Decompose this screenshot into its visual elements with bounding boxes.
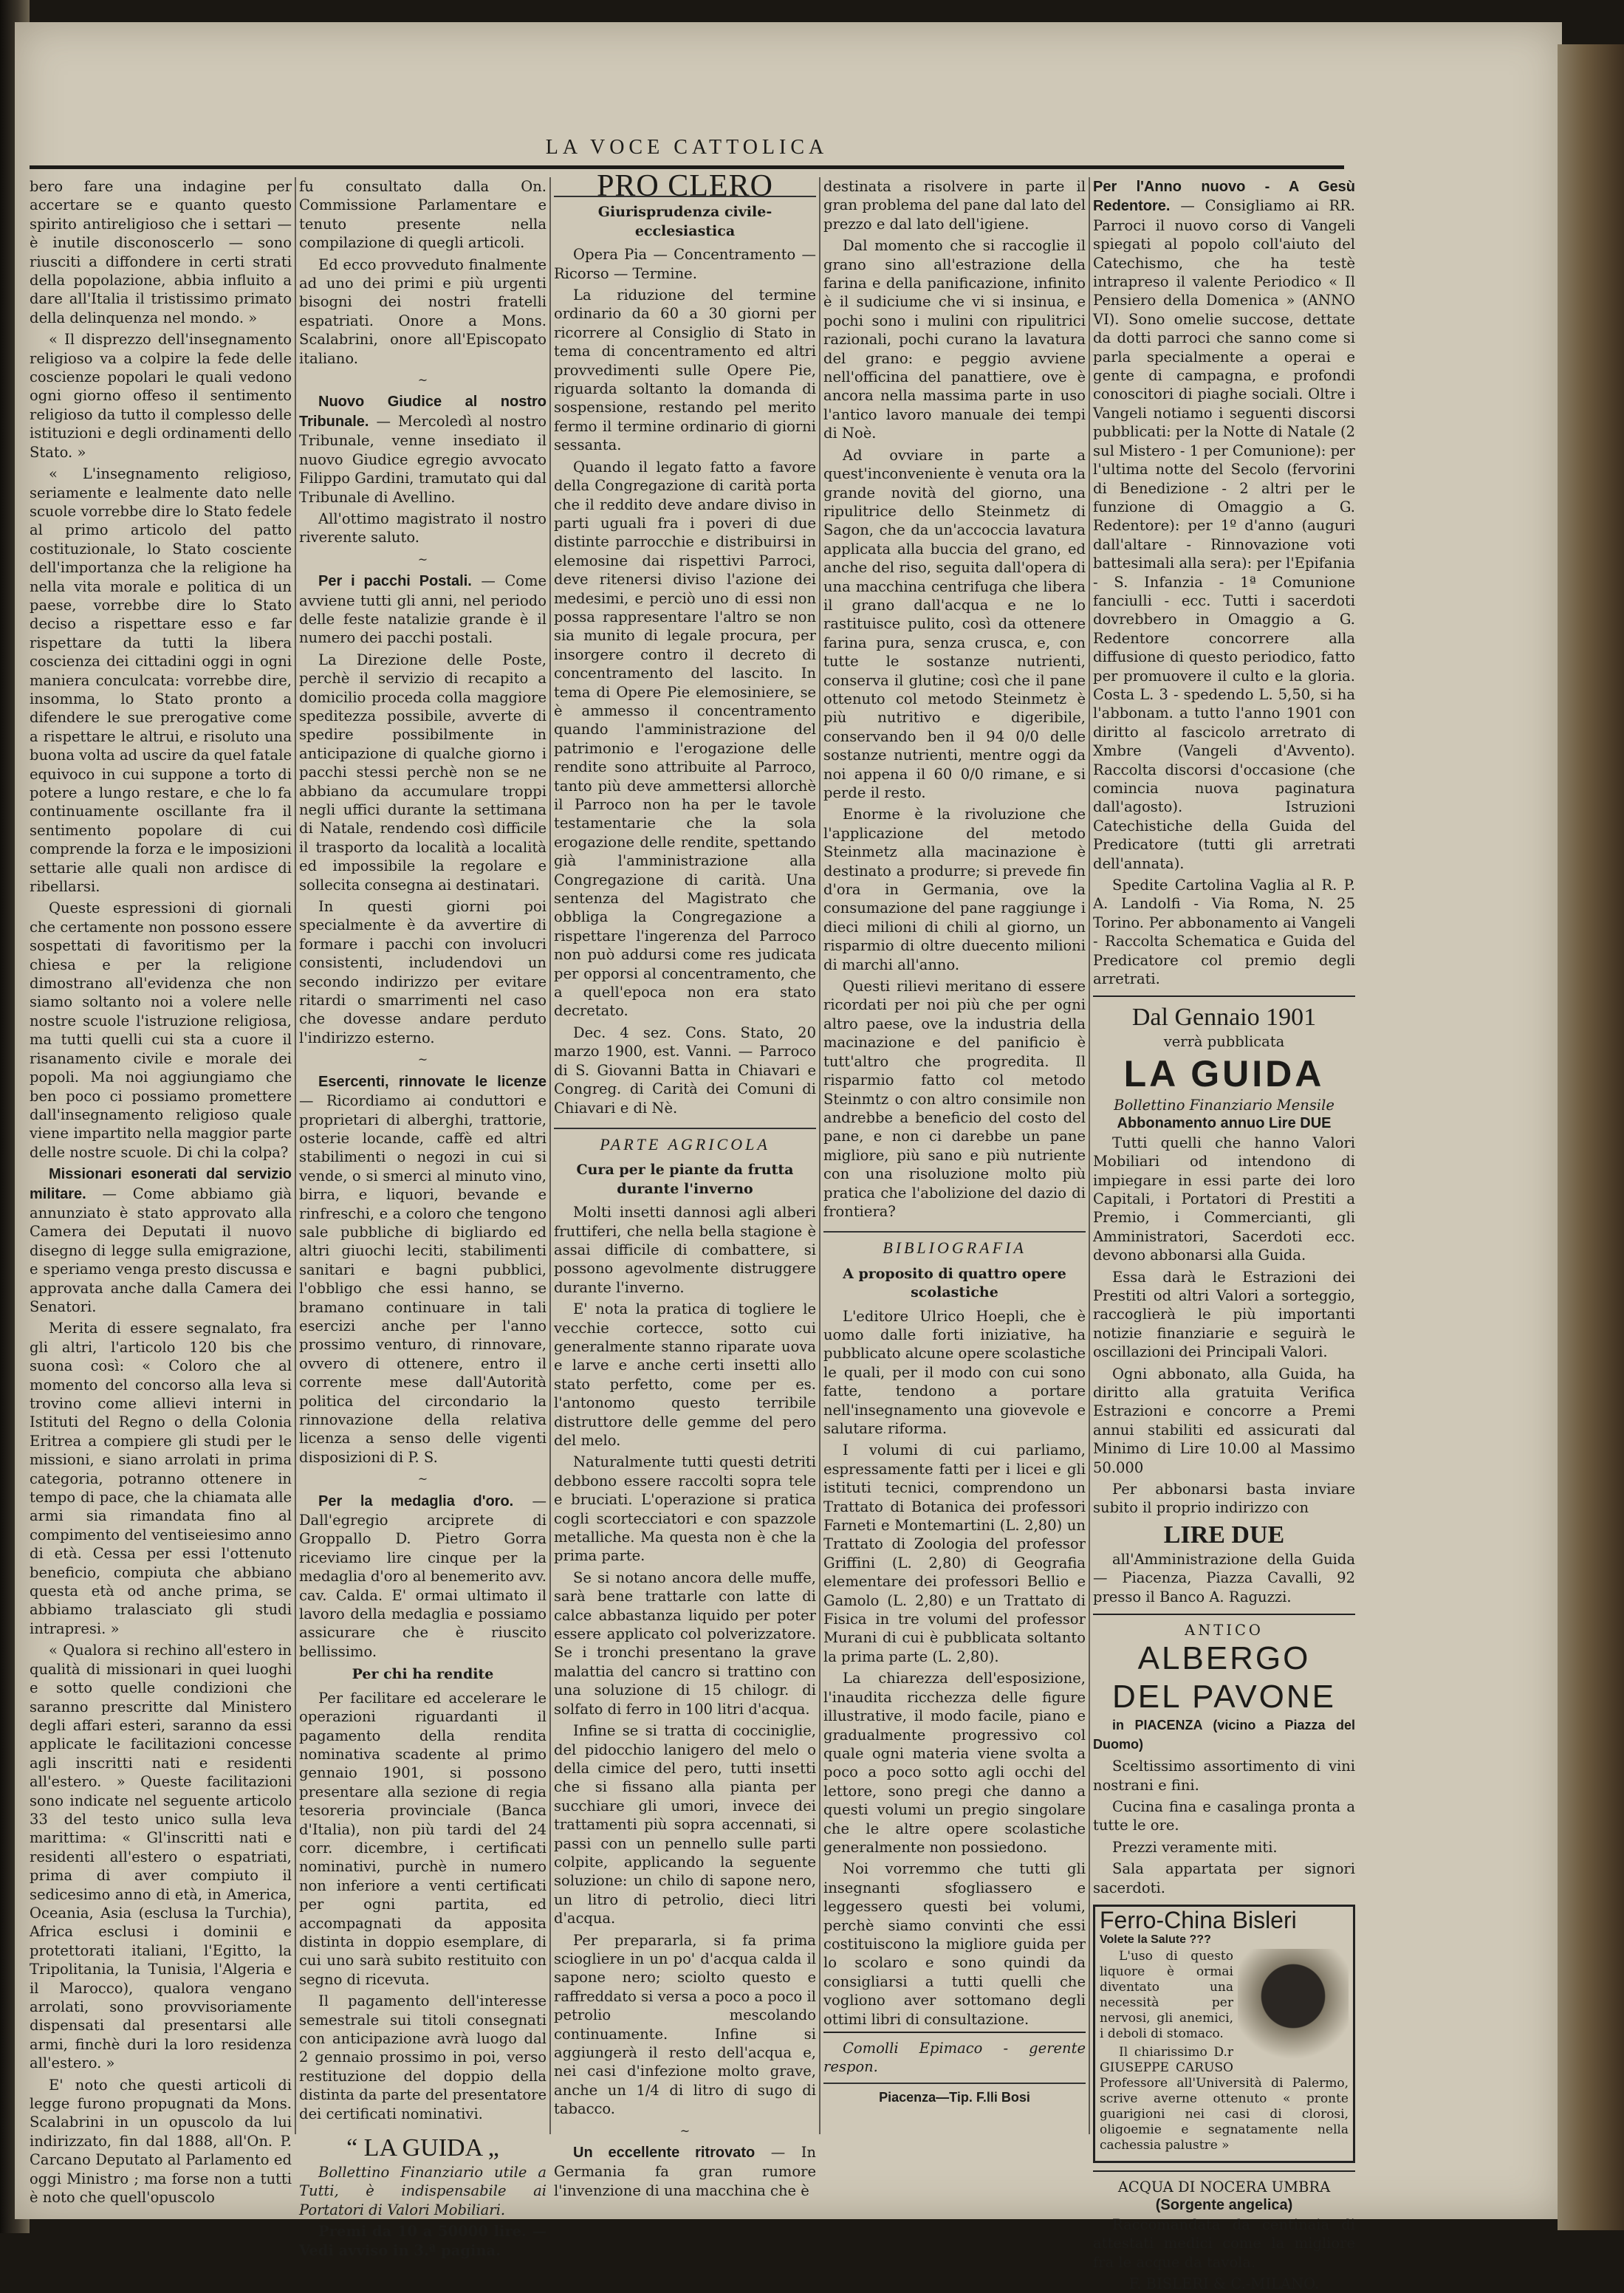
paragraph: Naturalmente tutti questi detriti debbono essere raccolti sopra tele e bruciati. L'operazione si pratica cogli scortecciatori e con spazzole metalliche. Ma questa non è che la prima parte. [554, 1453, 816, 1565]
ad-subtitle: (Sorgente angelica) [1155, 2197, 1293, 2214]
section-subtitle: Giurisprudenza civile-ecclesiastica [597, 204, 772, 239]
paragraph: « Il disprezzo dell'insegnamento religioso va a colpire la fede delle coscienze popolari le quali vedono ogni giorno offeso il sentimento religioso da tutto il complesso delle istituzioni e degli ordinamenti dello Stato. » [30, 331, 292, 461]
column-4 [823, 177, 1086, 2186]
column-1 [30, 177, 292, 2207]
paragraph: La Direzione delle Poste, perchè il servizio di recapito a domicilio proceda colla maggiore speditezza possibile, avverte di spedire possibilmente in anticipazione di qualche giorno i pacchi stessi perchè non se ne abbiano da accumulare troppi negli uffici durante la settimana di Natale, rendendo così difficile il trasporto da località a località ed impossibile la regolare e sollecita consegna ai destinatari. [299, 651, 547, 894]
ad-lire-due: LIRE DUE [1163, 1521, 1285, 1549]
ferro-china-ad [1093, 1905, 1355, 2163]
article-heading: Per l'Anno nuovo - A Gesù Redentore. [1093, 179, 1355, 215]
ad-slogan: Volete la Salute ??? [1100, 1933, 1211, 1946]
article-heading: Esercenti, rinnovate le licenze [318, 1073, 547, 1090]
column-divider [295, 177, 296, 2134]
paragraph: fu consultato dalla On. Commissione Parlamentare e tenuto presente nella compilazione di quegli articoli. [299, 178, 547, 252]
paragraph: Queste espressioni di giornali che certamente non possono essere sospettati di favoritismo per la chiesa e per la religione dimostrano all'evidenza che non siamo soltanto noi a volere nelle nostre scuole l'istruzione religiosa, ma tutti quelli cui sta a cuore il risanamento civile e morale dei popoli. Ma noi aggiungiamo che ben poco ci possiamo promettere dall'insegnamento religioso quale viene impartito nella maggior parte delle nostre scuole. Di chi la colpa? [30, 899, 292, 1161]
separator: ~ [417, 1052, 428, 1067]
paragraph: Merita di essere segnalato, fra gli altri, l'articolo 120 bis che suona così: « Coloro che al momento del concorso alla leva si trovino come allievi interni in Istituti del Regno o della Colonia Eritrea a compiere gli studi per le missioni, e siano arrolati in prima categoria, potranno ottenere in tempo di pace, che la chiamata alle armi sia rimandata fino al compimento del ventiseiesimo anno di età. Cessa per essi l'ottenuto beneficio, compiuta che abbiano questa età od anche prima, se abbiamo tralasciato gli studi intrapresi. » [30, 1320, 292, 1637]
article-heading: Per la medaglia d'oro. [318, 1492, 514, 1509]
ad-title: Ferro-China Bisleri [1100, 1907, 1297, 1934]
paragraph: Ogni abbonato, alla Guida, ha diritto alla gratuita Verifica Estrazioni e concorre a Premi annui stabiliti ed assicurati dal Minimo di Lire 10.00 al Massimo 50.000 [1093, 1365, 1355, 1476]
paragraph: Noi vorremmo che tutti gli insegnanti sfogliassero e leggessero questi bei volumi, perchè siamo convinti che essi costituiscono la migliore guida per lo scolaro e sono quindi da consigliarsi a tutti quelli che vogliono aver sottomano degli ottimi libri di consultazione. [823, 1860, 1086, 2028]
paragraph: destinata a risolvere in parte il gran problema del pane dal lato del prezzo e dal lato dell'igiene. [823, 178, 1086, 233]
ad-antico: ANTICO [1185, 1622, 1264, 1639]
paragraph: — In Germania fa gran rumore l'invenzione di una macchina che è [554, 2144, 816, 2199]
paragraph: — Come abbiamo già annunziato è stato approvato alla Camera dei Deputati il nuovo disegno di legge sulla emigrazione, e speriamo venga presto discussa e approvata anche dalla Camera dei Senatori. [30, 1185, 292, 1315]
ad-title: “ LA GUIDA „ [346, 2134, 499, 2162]
separator: ~ [417, 373, 428, 388]
ad-company: F. BISLERI & C.-MILANO. [1128, 2275, 1320, 2292]
paragraph: Cucina fina e casalinga pronta a tutte le ore. [1093, 1798, 1355, 1834]
article-heading: Per chi ha rendite [352, 1666, 494, 1683]
guida-ad [1093, 995, 1355, 1606]
column-divider [819, 177, 820, 2134]
paragraph: Ad ovviare in parte a quest'inconveniente è venuta ora la grande novità del giorno, una ripulitrice dello Steinmetz di Sagon, che da un'accoccia lavatura applicata alla buccia del grano, ed anche del riso, seguita dall'opera di una macchina centrifuga che libera il grano dall'acqua e ne lo rastituisce pulito, così da ottenere farina pura, senza crusca, e, con tutte le sostanze nutrienti, conserva il glutine; così che il pane ottenuto col metodo Steinmetz è più nutritivo e digeribile, conservando ben il 94 0/0 delle sostanze nutrienti, mentre oggi da noi appena il 60 0/0 rimane, e si perde il resto. [823, 446, 1086, 801]
paragraph: — Dall'egregio arciprete di Groppallo D. Pietro Gorra riceviamo lire cinque per la medaglia d'oro al benemerito avv. cav. Calda. E' ormai ultimato il lavoro della medaglia e possiamo assicurare che è riuscito bellissimo. [299, 1492, 547, 1660]
ad-subscription: Abbonamento annuo Lire DUE [1117, 1115, 1332, 1132]
paragraph: Il pagamento dell'interesse semestrale sui titoli consegnati con anticipazione avrà luogo dal 2 gennaio prossimo in poi, verso restituzione del doppio della distinta da parte del presentatore dei certificati nominativi. [299, 1992, 547, 2122]
paragraph: Per abbonarsi basta inviare subito il proprio indirizzo con [1093, 1481, 1355, 1517]
section-title: PRO CLERO [554, 177, 816, 197]
paragraph: « Qualora si rechino all'estero in qualità di missionari in quei luoghi e sotto quelle condizioni che saranno prescritte dal Ministero degli affari esteri, saranno da essi applicate le facilitazioni concesse agli inscritti nati e residenti all'estero. » Queste facilitazioni sono indicate nel seguente articolo 33 del testo unico sulla leva marittima: « Gl'inscritti nati e residenti all'estero o espatriati, prima di aver compiuto il sedicesimo anno di età, in America, Oceania, Asia (esclusa la Turchia), Africa esclusi i dominii e protettorati italiani, l'Egitto, la Tripolitania, la Tunisia, l'Algeria e il Marocco), qualora vengano arrolati, sono provvisoriamente dispensati dal presentarsi alle armi, finchè duri la loro residenza all'estero. » [30, 1642, 292, 2072]
paragraph: E' noto che questi articoli di legge furono propugnati da Mons. Scalabrini in un opuscolo da lui indirizzato, fin dal 1888, all'On. P. Carcano Deputato al Parlamento ed oggi Ministro ; ma forse non a tutti è noto che quell'opuscolo [30, 2076, 292, 2207]
paragraph: All'ottimo magistrato il nostro riverente saluto. [299, 510, 547, 546]
paragraph: Sala appartata per signori sacerdoti. [1093, 1860, 1355, 1896]
ad-text: Bollettino Finanziario utile a Tutti, è indispensabile ai Portatori di Valori Mobiliari. [299, 2164, 547, 2218]
paragraph: Molti insetti dannosi agli alberi fruttiferi, che nella bella stagione è assai difficile di combattere, si possono agevolmente distruggere durante l'inverno. [554, 1204, 816, 1296]
section-heading: BIBLIOGRAFIA [823, 1231, 1086, 1257]
column-2 [299, 177, 547, 2259]
article-heading: Un eccellente ritrovato [573, 2145, 756, 2162]
paragraph: « L'insegnamento religioso, seriamente e lealmente dato nelle scuole vorrebbe dire lo Stato fedele al primo articolo del patto costituzionale, lo Stato cosciente dell'importanza che la religione ha nella vita morale e politica di un paese, vorrebbe dire lo Stato deciso a rispettare esso e far rispettare da tutti la libera coscienza dei cittadini oggi in ogni maniera conculcata: vorrebbe dire, insomma, lo Stato pronto a difendere le sue prerogative come a rispettare le altrui, e risoluto una buona volta ad uscire da quel fatale equivoco in cui suppone a torto di potere a lungo restare, e che lo fa continuamente oscillante fra il sentimento popolare di cui comprende la forza e le imposizioni settarie alle quali non ardisce di ribellarsi. [30, 465, 292, 896]
paragraph: — Come avviene tutti gli anni, nel periodo delle feste natalizie grande è il numero dei pacchi postali. [299, 572, 547, 647]
ad-price: Premi da 10 a 50000 lire. — Vedi avviso in 3.ª pagina. [299, 2223, 547, 2259]
ad-subline: verrà pubblicata [1163, 1033, 1285, 1051]
article-heading: A proposito di quattro opere scolastiche [843, 1265, 1066, 1301]
paragraph: E' nota la pratica di togliere le vecchie cortecce, sotto cui generalmente stanno riparate uova e larve e anche certi insetti allo stato perfetto, come per es. l'antonomo questo terribile distruttore delle gemme del pero del melo. [554, 1300, 816, 1449]
paragraph: La riduzione del termine ordinario da 60 a 30 giorni per ricorrere al Consiglio di Stato in tema di concentramento ed altri provvedimenti sulle Opere Pie, riguarda soltanto la domanda di sospensione, restando pel merito fermo il termine ordinario di giorni sessanta. [554, 287, 816, 454]
paragraph: La chiarezza dell'esposizione, l'inaudita ricchezza delle figure illustrative, il modo facile, piano e gradualmente progressivo col quale ogni materia viene svolta a poco a poco sotto agli occhi del lettore, sono pregi che danno a questi volumi un pregio singolare che le altre opere scolastiche generalmente non possiedono. [823, 1670, 1086, 1856]
ad-pavone: DEL PAVONE [1111, 1679, 1337, 1716]
paragraph: Prezzi veramente miti. [1112, 1838, 1278, 1856]
article-heading: Nuovo Giudice al nostro Tribunale. [299, 394, 547, 430]
separator: ~ [679, 2123, 691, 2138]
paragraph: Per facilitare ed accelerare le operazioni riguardanti il pagamento della rendita nominativa scadente al primo gennaio 1901, si possono presentare alla sezione di regia tesoreria provinciale (Banca d'Italia), non più tardi del 24 corr. dicembre, i certificati nominativi, purchè in numero non inferiore a venti certificati per ogni partita, ed accompagnati da apposita distinta in doppio esemplare, di cui uno sarà subito restituito con segno di ricevuta. [299, 1689, 547, 1988]
column-divider [1089, 177, 1090, 2134]
ad-albergo: ALBERGO [1137, 1640, 1311, 1677]
paragraph: — Mercoledì al nostro Tribunale, venne insediato il nuovo Giudice egregio avvocato Filippo Gardini, tramutato qui dal Tribunale di Avellino. [299, 412, 547, 506]
printer-line: Piacenza—Tip. F.lli Bosi [823, 2083, 1086, 2107]
nocera-ad [1093, 2170, 1355, 2293]
paragraph: — Ricordiamo ai conduttori e proprietari di alberghi, trattorie, osterie locande, caffè ed altri stabilimenti o negozi in cui si vende, o si smerci al minuto vino, birra, e liquori, bevande e rinfreschi, e a coloro che tengono sale pubbliche di bigliardo ed altri giuochi leciti, stabilimenti sanitari e bagni pubblici, l'obbligo che essi hanno, se bramano continuare in tali esercizi anche per l'anno prossimo venturo, di rinnovare, ovvero di ottenere, entro il corrente mese dall'Autorità politica del circondario la rinnovazione della relativa licenza a senso delle vigenti disposizioni di P. S. [299, 1092, 547, 1466]
ad-title: ACQUA DI NOCERA UMBRA [1117, 2178, 1331, 2196]
paragraph: Sceltissimo assortimento di vini nostrani e fini. [1093, 1758, 1355, 1794]
paragraph: in PIACENZA (vicino a Piazza del Duomo) [1093, 1718, 1355, 1752]
page-edge [1558, 44, 1624, 2230]
paragraph: Questi rilievi meritano di essere ricordati per noi più che per ogni altro paese, ove la industria della macinazione e del panificio è tutt'altro che progredita. Il risparmio fatto col metodo Steinmtz o con altro consimile non andrebbe a beneficio del costo del pane, e non ci darebbe un pane migliore, più sano e più nutriente con una risoluzione molto più pratica che l'abolizione del dazio di frontiera? [823, 978, 1086, 1220]
paragraph: Il chiarissimo D.r GIUSEPPE CARUSO Professore all'Università di Palermo, scrive averne ottenuto « pronte guarigioni nei casi di clorosi, oligoemie e segnatamente nella cachessia palustre » [1100, 2044, 1349, 2153]
bottle-illustration-icon [1238, 1949, 1349, 2067]
ad-title: LA GUIDA [1123, 1052, 1325, 1094]
section-heading: PARTE AGRICOLA [554, 1128, 816, 1154]
paragraph: Se si notano ancora delle muffe, sarà bene trattarle con latte di calce abbastanza liquido per poter essere applicato col polverizzatore. Se i tronchi presentano la grave malattia del cancro si trattino con una soluzione di 15 chilogr. di solfato di ferro in 100 litri d'acqua. [554, 1569, 816, 1718]
newspaper-title: LA VOCE CATTOLICA [545, 136, 829, 159]
paragraph: Raccomandata da centinaia di attestati medici come la migliore fra le acque da tavola. [1093, 2215, 1355, 2271]
paragraph: Quando il legato fatto a favore della Congregazione di carità porta che il reddito deve andare diviso in parti uguali fra i poveri di due distinte parrocchie e distribuirsi in elemosine dai rispettivi Parroci, deve ritenersi diviso l'azione dei medesimi, e perciò uno di essi non possa rappresentare l'altro se non sia munito di legale procura, per insorgere contro il decreto di concentramento del lascito. In tema di Opere Pie elemosiniere, se è ammesso il concentramento quando l'amministrazione del patrimonio e l'erogazione delle rendite sono attribuite al Parroco, tanto più deve ammettersi allorchè il Parroco non ha per le tavole testamentarie che la sola erogazione delle rendite, spettando già l'amministrazione alla Congregazione di carità. Una sentenza del Magistrato che obbliga la Congregazione a rispettare l'ingerenza del Parroco non può addursi come res judicata per opporsi al concentramento, che a quell'epoca non era stato decretato. [554, 458, 816, 1020]
paragraph: In questi giorni poi specialmente è da avvertire di formare i pacchi con involucri consistenti, includendovi un secondo indirizzo per evitare ritardi o smarrimenti nel caso che dovesse andare perduto l'indirizzo esterno. [299, 898, 547, 1046]
article-heading: Cura per le piante da frutta durante l'inverno [576, 1162, 794, 1197]
paragraph: Per prepararla, si fa prima sciogliere in un po' d'acqua calda il sapone nero; sciolto questo e raffreddato si versa a poco a poco il petrolio mescolando continuamente. Infine si aggiungerà il resto dell'acqua e, nei casi d'infezione molto grave, anche un 1/4 di litro di sugo di tabacco. [554, 1931, 816, 2118]
paragraph: L'editore Ulrico Hoepli, che è uomo dalle forti iniziative, ha pubblicato alcune opere scolastiche le quali, per il modo con cui sono fatte, tendono a portare nell'insegnamento una giovevole e salutare riforma. [823, 1307, 1086, 1437]
separator: ~ [417, 552, 428, 566]
paragraph: Opera Pia — Concentramento — Ricorso — Termine. [554, 246, 816, 282]
paragraph: Enorme è la rivoluzione che l'applicazione del metodo Steinmetz alla macinazione è destinato a produrre; si prevede fin d'ora in Germania, ove la consumazione del pane raggiunge i dieci milioni di chili al giorno, un risparmio di oltre duecento milioni di marchi all'anno. [823, 806, 1086, 973]
gerente-line: Comolli Epimaco - gerente respon. [823, 2032, 1086, 2077]
albergo-ad [1093, 1614, 1355, 1897]
paragraph: Tutti quelli che hanno Valori Mobiliari od intendono di impiegare in essi parte dei loro Capitali, i Portatori di Prestiti a Premio, i Commercianti, gli Amministratori, Sacerdoti ecc. devono abbonarsi alla Guida. [1093, 1134, 1355, 1264]
paragraph: all'Amministrazione della Guida — Piacenza, Piazza Cavalli, 92 presso il Banco A. Raguzzi. [1093, 1550, 1355, 1605]
ad-subtitle: Bollettino Finanziario Mensile [1114, 1096, 1335, 1114]
paragraph: Dec. 4 sez. Cons. Stato, 20 marzo 1900, est. Vanni. — Parroco di S. Giovanni Batta in Chiavari e Congreg. di Carità dei Comuni di Chiavari e di Nè. [554, 1024, 816, 1117]
article-heading: Missionari esonerati dal servizio militare. [30, 1166, 292, 1202]
column-3 [554, 169, 816, 2199]
paragraph: Infine se si tratta di cocciniglie, del pidocchio lanigero del melo o della cimice del pero, tutti insetti che si fissano alla pianta per succhiare gli umori, invece dei trattamenti più sopra accennati, si passi con un pennello sulle parti colpite, applicando la seguente soluzione: un chilo di sapone nero, un litro di petrolio, dieci litri d'acqua. [554, 1722, 816, 1927]
paragraph: bero fare una indagine per accertare se e quanto questo spirito antireligioso che i settari — è inutile disconoscerlo — sono riusciti a diffondere in certi strati della popolazione, abbia influito a dare all'Italia il tristissimo primato della delinquenza nel mondo. » [30, 178, 292, 326]
column-divider [549, 177, 551, 2134]
paragraph: Dal momento che si raccoglie il grano sino all'estrazione della farina e della panificazione, infinito è il sudiciume che vi si insinua, e pochi sono i mulini con ripulitrici razionali, pochi curano la lavatura del grano: e peggio avviene nell'officina del panattiere, ove è ancora nella massima parte in uso l'antico lavoro manuale dei tempi di Noè. [823, 237, 1086, 442]
ad-date: Dal Gennaio 1901 [1131, 1004, 1317, 1032]
paragraph: I volumi di cui parliamo, espressamente fatti per i licei e gli istituti tecnici, comprendono un Trattato di Botanica dei professori Farneti e Montemartini (L. 2,80) un Trattato di Zoologia del professor Griffini (L. 2,80) di Geografia elementare dei professori Bellio e Gamolo (L. 2,80) e un Trattato di Fisica in tre volumi del professor Murani di cui è pubblicata soltanto la prima parte (L. 2,80). [823, 1442, 1086, 1665]
column-5 [1093, 177, 1356, 2292]
separator: ~ [417, 1472, 428, 1487]
masthead [30, 133, 1344, 170]
paragraph: Spedite Cartolina Vaglia al R. P. A. Landolfi - Via Roma, N. 25 Torino. Per abbonamento ai Vangeli - Raccolta Schematica e Guida del Predicatore col premio degli arretrati. [1093, 877, 1355, 988]
article-heading: Per i pacchi Postali. [318, 573, 472, 590]
paragraph: Ed ecco provveduto finalmente ad uno dei primi e più urgenti bisogni dei nostri fratelli espatriati. Onore a Mons. Scalabrini, onore all'Episcopato italiano. [299, 256, 547, 367]
paragraph: Essa darà le Estrazioni dei Prestiti od altri Valori a sorteggio, raccoglierà le più importanti notizie finanziarie e seguirà le oscillazioni dei Principali Valori. [1093, 1268, 1355, 1361]
paragraph: L'uso di questo liquore è ormai diventato una necessità per nervosi, gli anemici, i deboli di stomaco. [1100, 1948, 1233, 2041]
paragraph: — Consigliamo ai RR. Parroci il nuovo corso di Vangeli spiegati al popolo coll'aiuto del Catechismo, che ha testè intrapreso il valente Periodico « Il Pensiero della Domenica » (ANNO VI). Sono omelie succose, dettate da dotti parroci che sanno come si parla specialmente a operai e gente di campagna, e profondi conoscitori di piaghe sociali. Oltre i Vangeli notiamo i seguenti discorsi pubblicati: per la Notte di Natale (2 sul Mistero - 1 per Comunione): per l'ultima notte del Secolo (fervorini di Benedizione - 2 altri per le funzione di Omaggio a G. Redentore): per 1º d'anno (auguri dall'altare - Rinnovazione voti battesimali alla sera): per l'Epifania - S. Infanzia - 1ª Comunione fanciulli - ecc. Tutti i sacerdoti dovrebbero in Omaggio a G. Redentore concorrere alla diffusione di questo periodico, fatto per promuovere il culto e la gloria. Costa L. 3 - spedendo L. 5,50, si ha l'abbonam. a tutto l'anno 1901 con diritto al fascicolo arretrato di Xmbre (Vangeli d'Avvento). Raccolta discorsi d'occasione (che comincia nuova paginatura dall'agosto). Istruzioni Catechistiche della Guida del Predicatore (tutti gli arretrati dell'annata). [1093, 197, 1356, 872]
